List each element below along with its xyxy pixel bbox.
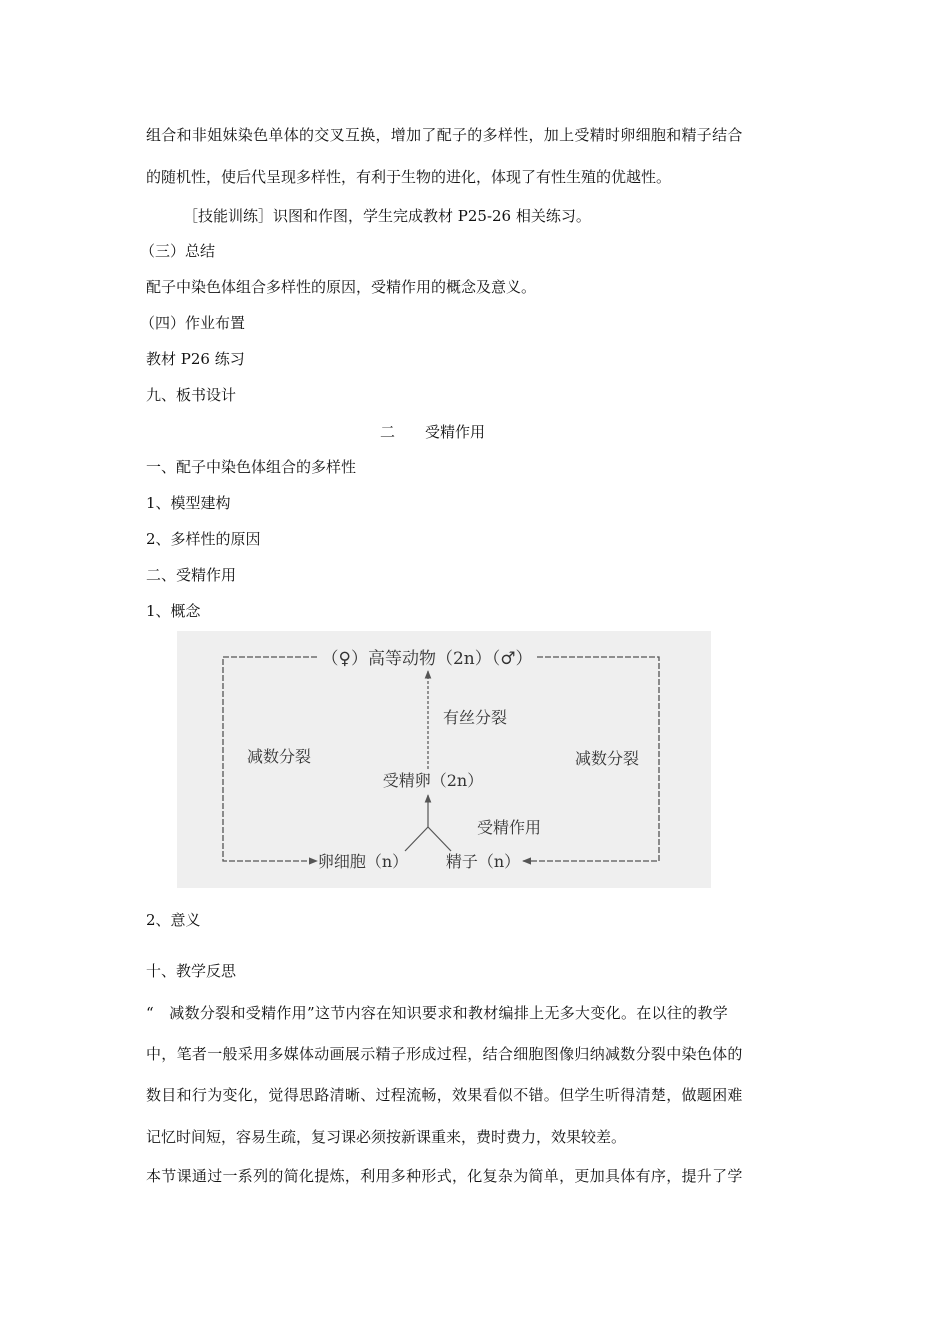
board-title [380, 421, 485, 442]
egg-join-line [405, 827, 428, 851]
paragraph-line: 配子中染色体组合多样性的原因，受精作用的概念及意义。 [146, 278, 537, 296]
meiosis-left-label: 减数分裂 [246, 747, 312, 766]
section-heading: 十、教学反思 [146, 962, 237, 980]
paragraph-line: “ 减数分裂和受精作用”这节内容在知识要求和教材编排上无多大变化。在以往的教学 [146, 1004, 729, 1022]
sperm-label: 精子（n） [445, 852, 521, 871]
outline-item: 1、概念 [146, 602, 201, 620]
egg-label: 卵细胞（n） [317, 852, 409, 871]
outline-item: 一、配子中染色体组合的多样性 [146, 458, 357, 476]
paragraph-line: 记忆时间短，容易生疏，复习课必须按新课重来，费时费力，效果较差。 [146, 1128, 627, 1146]
section-heading: （四）作业布置 [140, 314, 246, 332]
section-heading: （三）总结 [140, 242, 216, 260]
outline-item: 1、模型建构 [146, 494, 231, 512]
paragraph-line: 本节课通过一系列的简化提炼，利用多种形式，化复杂为简单，更加具体有序，提升了学 [146, 1167, 743, 1185]
paragraph-line: 中，笔者一般采用多媒体动画展示精子形成过程，结合细胞图像归纳减数分裂中染色体的 [146, 1045, 743, 1063]
top-label: （♀）高等动物（2n）（♂） [321, 649, 533, 669]
paragraph-line: 组合和非姐妹染色单体的交叉互换，增加了配子的多样性，加上受精时卵细胞和精子结合 [146, 126, 743, 144]
mitosis-label: 有丝分裂 [442, 708, 508, 727]
zygote-label: 受精卵（2n） [382, 771, 484, 790]
fertilization-label: 受精作用 [476, 818, 542, 837]
outline-item: 2、多样性的原因 [146, 530, 261, 548]
paragraph-line: 教材 P26 练习 [146, 350, 245, 368]
sperm-join-line [428, 827, 451, 851]
board-title-number: 二 [380, 423, 396, 441]
paragraph-line: 数目和行为变化，觉得思路清晰、过程流畅，效果看似不错。但学生听得清楚，做题困难 [146, 1086, 743, 1104]
meiosis-right-label: 减数分裂 [574, 749, 640, 768]
paragraph-line: 的随机性，使后代呈现多样性，有利于生物的进化，体现了有性生殖的优越性。 [146, 168, 672, 186]
outline-item: 2、意义 [146, 911, 201, 929]
board-title-text: 受精作用 [425, 423, 486, 441]
section-heading: 九、板书设计 [146, 386, 237, 404]
fertilization-diagram [177, 631, 711, 888]
paragraph-line: ［技能训练］识图和作图，学生完成教材 P25-26 相关练习。 [183, 207, 591, 225]
outline-item: 二、受精作用 [146, 566, 237, 584]
